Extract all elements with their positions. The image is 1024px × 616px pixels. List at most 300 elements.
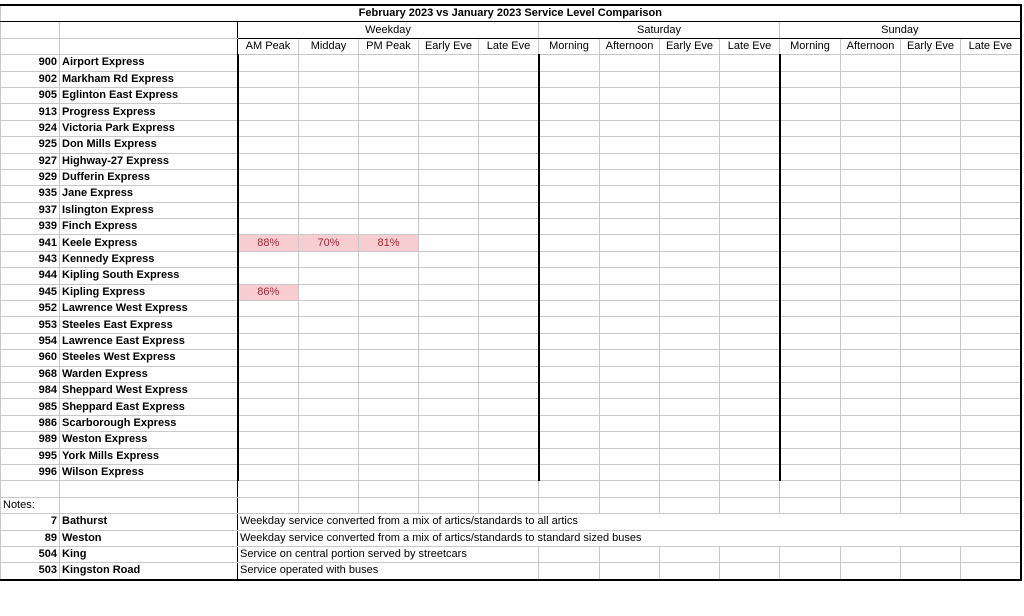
- value-cell: [238, 350, 299, 366]
- value-cell: [780, 169, 841, 185]
- note-route-name: Kingston Road: [60, 563, 238, 580]
- note-route-name: Weston: [60, 530, 238, 546]
- value-cell: [299, 153, 359, 169]
- route-name: Lawrence West Express: [60, 301, 238, 317]
- value-cell: [479, 366, 539, 382]
- value-cell: [961, 333, 1021, 349]
- value-cell: [539, 382, 600, 398]
- value-cell: [961, 382, 1021, 398]
- value-cell: [359, 186, 419, 202]
- value-cell: [720, 333, 780, 349]
- period-header-row: [1, 38, 1021, 54]
- value-cell: [600, 464, 660, 480]
- value-cell: [901, 202, 961, 218]
- value-cell: [780, 448, 841, 464]
- value-cell: [299, 202, 359, 218]
- value-cell: [841, 366, 901, 382]
- value-cell: [419, 448, 479, 464]
- value-cell: [780, 153, 841, 169]
- value-cell: [961, 186, 1021, 202]
- value-cell: [600, 104, 660, 120]
- value-cell: [479, 120, 539, 136]
- route-name: Eglinton East Express: [60, 87, 238, 103]
- route-name: Kipling South Express: [60, 268, 238, 284]
- route-number: 913: [1, 104, 60, 120]
- value-cell: [359, 55, 419, 71]
- route-number: 985: [1, 399, 60, 415]
- value-cell: [841, 432, 901, 448]
- note-row: [1, 514, 1021, 530]
- value-cell: [901, 55, 961, 71]
- value-cell: [419, 382, 479, 398]
- note-text: Weekday service converted from a mix of artics/standards to all artics: [238, 514, 1021, 530]
- value-cell: [238, 137, 299, 153]
- value-cell: [299, 366, 359, 382]
- value-cell: [720, 55, 780, 71]
- value-cell: [600, 448, 660, 464]
- value-cell: [299, 432, 359, 448]
- value-cell: [780, 366, 841, 382]
- value-cell: [841, 268, 901, 284]
- value-cell: [238, 301, 299, 317]
- value-cell: [359, 317, 419, 333]
- value-cell: [780, 120, 841, 136]
- title-row: [1, 5, 1021, 22]
- note-row: [1, 530, 1021, 546]
- value-cell: [359, 301, 419, 317]
- value-cell: [841, 350, 901, 366]
- value-cell: [539, 448, 600, 464]
- value-cell: [901, 104, 961, 120]
- value-cell: [359, 120, 419, 136]
- value-cell: [901, 120, 961, 136]
- value-cell: [479, 317, 539, 333]
- value-cell: [479, 268, 539, 284]
- value-cell: [419, 268, 479, 284]
- value-cell: [600, 219, 660, 235]
- value-cell: [660, 87, 720, 103]
- route-number: 900: [1, 55, 60, 71]
- value-cell: [419, 153, 479, 169]
- value-cell: [841, 120, 901, 136]
- value-cell: [841, 333, 901, 349]
- value-cell: [780, 432, 841, 448]
- value-cell: [238, 464, 299, 480]
- value-cell: [299, 55, 359, 71]
- value-cell: [539, 350, 600, 366]
- value-cell: [539, 366, 600, 382]
- value-cell: [660, 415, 720, 431]
- value-cell: [299, 268, 359, 284]
- period-header: Late Eve: [479, 38, 539, 54]
- value-cell: [720, 104, 780, 120]
- period-header: PM Peak: [359, 38, 419, 54]
- value-cell: [961, 120, 1021, 136]
- period-header: Early Eve: [660, 38, 720, 54]
- value-cell: [961, 251, 1021, 267]
- value-cell: [539, 235, 600, 251]
- value-cell: [419, 71, 479, 87]
- route-number: 925: [1, 137, 60, 153]
- value-cell: [419, 301, 479, 317]
- value-cell: [479, 235, 539, 251]
- value-cell: [359, 432, 419, 448]
- value-cell: [359, 366, 419, 382]
- value-cell: [720, 153, 780, 169]
- value-cell: [419, 284, 479, 300]
- value-cell: [901, 366, 961, 382]
- value-cell: [539, 104, 600, 120]
- value-cell: [780, 235, 841, 251]
- value-cell: [359, 251, 419, 267]
- route-number: 943: [1, 251, 60, 267]
- value-cell: [359, 71, 419, 87]
- value-cell: [299, 333, 359, 349]
- value-cell: [901, 415, 961, 431]
- value-cell: [238, 169, 299, 185]
- value-cell: [419, 137, 479, 153]
- table-row: [1, 284, 1021, 300]
- value-cell: [238, 432, 299, 448]
- table-row: [1, 366, 1021, 382]
- value-cell: [479, 350, 539, 366]
- table-row: [1, 333, 1021, 349]
- value-cell: [539, 317, 600, 333]
- value-cell: [961, 464, 1021, 480]
- value-cell: [539, 268, 600, 284]
- value-cell: [238, 186, 299, 202]
- value-cell: [901, 137, 961, 153]
- value-cell: [901, 169, 961, 185]
- value-cell: [841, 87, 901, 103]
- note-text: Weekday service converted from a mix of artics/standards to standard sized buses: [238, 530, 1021, 546]
- value-cell: [720, 432, 780, 448]
- route-name: York Mills Express: [60, 448, 238, 464]
- table-row: [1, 251, 1021, 267]
- value-cell: [539, 333, 600, 349]
- value-cell: [660, 317, 720, 333]
- table-row: [1, 448, 1021, 464]
- value-cell: [299, 186, 359, 202]
- value-cell: [841, 301, 901, 317]
- value-cell: [720, 202, 780, 218]
- notes-header-row: [1, 497, 1021, 513]
- table-row: [1, 186, 1021, 202]
- value-cell: [419, 235, 479, 251]
- value-cell: [901, 235, 961, 251]
- value-cell: [359, 382, 419, 398]
- value-cell: [238, 87, 299, 103]
- value-cell: [961, 432, 1021, 448]
- value-cell: [841, 399, 901, 415]
- value-cell: [961, 169, 1021, 185]
- value-cell: [600, 317, 660, 333]
- value-cell: [539, 169, 600, 185]
- value-cell: [238, 448, 299, 464]
- value-cell: [901, 382, 961, 398]
- value-cell: [479, 382, 539, 398]
- value-cell: [359, 399, 419, 415]
- period-header: AM Peak: [238, 38, 299, 54]
- value-cell: [780, 268, 841, 284]
- route-number: 953: [1, 317, 60, 333]
- note-row: [1, 563, 1021, 580]
- value-cell: [479, 169, 539, 185]
- value-cell: [419, 87, 479, 103]
- table-row: [1, 120, 1021, 136]
- value-cell: [359, 153, 419, 169]
- route-number: 924: [1, 120, 60, 136]
- route-number: 929: [1, 169, 60, 185]
- value-cell: [841, 382, 901, 398]
- value-cell: [720, 71, 780, 87]
- value-cell: [780, 186, 841, 202]
- value-cell: [299, 169, 359, 185]
- route-number: 944: [1, 268, 60, 284]
- route-name: Islington Express: [60, 202, 238, 218]
- period-header: Early Eve: [901, 38, 961, 54]
- value-cell: [479, 415, 539, 431]
- period-header: Early Eve: [419, 38, 479, 54]
- value-cell: [841, 448, 901, 464]
- value-cell: [600, 87, 660, 103]
- value-cell: [660, 120, 720, 136]
- value-cell: [961, 284, 1021, 300]
- value-cell: [419, 464, 479, 480]
- value-cell: [539, 186, 600, 202]
- note-route-number: 89: [1, 530, 60, 546]
- value-cell: [780, 137, 841, 153]
- value-cell: [780, 202, 841, 218]
- value-cell: [539, 219, 600, 235]
- value-cell: [961, 153, 1021, 169]
- value-cell: [841, 284, 901, 300]
- table-row: [1, 432, 1021, 448]
- value-cell: [299, 284, 359, 300]
- value-cell: [660, 235, 720, 251]
- value-cell: [660, 219, 720, 235]
- group-saturday: Saturday: [539, 22, 780, 38]
- route-name: Highway-27 Express: [60, 153, 238, 169]
- table-row: [1, 137, 1021, 153]
- value-cell: [720, 268, 780, 284]
- value-cell: [961, 219, 1021, 235]
- value-cell: [299, 415, 359, 431]
- value-cell: [419, 317, 479, 333]
- value-cell: [238, 153, 299, 169]
- value-cell: [539, 432, 600, 448]
- table-row: [1, 415, 1021, 431]
- value-cell: [600, 382, 660, 398]
- value-cell: [359, 333, 419, 349]
- value-cell: [359, 350, 419, 366]
- value-cell: [419, 333, 479, 349]
- value-cell: [479, 202, 539, 218]
- value-cell: [539, 153, 600, 169]
- value-cell: [600, 333, 660, 349]
- value-cell: [780, 301, 841, 317]
- value-cell: [660, 55, 720, 71]
- value-cell: [238, 104, 299, 120]
- value-cell: [600, 251, 660, 267]
- value-cell: [479, 432, 539, 448]
- value-cell: [901, 268, 961, 284]
- table-row: [1, 71, 1021, 87]
- value-cell: [539, 284, 600, 300]
- value-cell: [238, 399, 299, 415]
- value-cell: [841, 104, 901, 120]
- note-route-name: King: [60, 546, 238, 562]
- value-cell: [600, 55, 660, 71]
- value-cell: [600, 415, 660, 431]
- value-cell: [720, 350, 780, 366]
- value-cell: [841, 251, 901, 267]
- value-cell: [238, 366, 299, 382]
- value-cell: [780, 284, 841, 300]
- value-cell: [299, 251, 359, 267]
- value-cell: [479, 464, 539, 480]
- value-cell: [961, 137, 1021, 153]
- value-cell: [359, 137, 419, 153]
- value-cell: [660, 137, 720, 153]
- route-name: Steeles East Express: [60, 317, 238, 333]
- notes-label: Notes:: [1, 497, 60, 513]
- note-row: [1, 546, 1021, 562]
- value-cell: [961, 55, 1021, 71]
- period-header: Late Eve: [961, 38, 1021, 54]
- route-name: Markham Rd Express: [60, 71, 238, 87]
- group-header-row: [1, 22, 1021, 38]
- route-name: Kennedy Express: [60, 251, 238, 267]
- value-cell: [961, 415, 1021, 431]
- value-cell: [901, 251, 961, 267]
- value-cell: [600, 202, 660, 218]
- route-name: Wilson Express: [60, 464, 238, 480]
- route-number: 989: [1, 432, 60, 448]
- value-cell: [961, 104, 1021, 120]
- value-cell: [780, 104, 841, 120]
- value-cell: [841, 169, 901, 185]
- value-cell: [479, 448, 539, 464]
- value-cell: [720, 169, 780, 185]
- value-cell: [419, 399, 479, 415]
- value-cell: [841, 317, 901, 333]
- value-cell: [780, 382, 841, 398]
- value-cell: [238, 317, 299, 333]
- value-cell: [299, 317, 359, 333]
- value-cell: [780, 317, 841, 333]
- table-row: [1, 153, 1021, 169]
- value-cell: [780, 350, 841, 366]
- value-cell: [238, 202, 299, 218]
- value-cell: [419, 350, 479, 366]
- value-cell: [720, 251, 780, 267]
- route-name: Steeles West Express: [60, 350, 238, 366]
- value-cell: [479, 251, 539, 267]
- route-name: Lawrence East Express: [60, 333, 238, 349]
- period-header: Morning: [539, 38, 600, 54]
- value-cell: [419, 432, 479, 448]
- value-cell: [419, 120, 479, 136]
- value-cell: [600, 186, 660, 202]
- route-name: Warden Express: [60, 366, 238, 382]
- value-cell: [238, 55, 299, 71]
- value-cell: [660, 153, 720, 169]
- value-cell: [841, 219, 901, 235]
- value-cell: [419, 202, 479, 218]
- table-title: February 2023 vs January 2023 Service Level Comparison: [1, 5, 1021, 22]
- value-cell: [539, 464, 600, 480]
- value-cell: [359, 219, 419, 235]
- value-cell: [720, 448, 780, 464]
- value-cell: [660, 350, 720, 366]
- value-cell: [359, 464, 419, 480]
- value-cell: [299, 120, 359, 136]
- value-cell: [901, 71, 961, 87]
- value-cell: [660, 268, 720, 284]
- value-cell: [660, 366, 720, 382]
- value-cell: [660, 284, 720, 300]
- period-header: Afternoon: [600, 38, 660, 54]
- value-cell: [479, 104, 539, 120]
- table-row: [1, 301, 1021, 317]
- value-cell: [660, 104, 720, 120]
- value-cell: [238, 415, 299, 431]
- value-cell: [539, 55, 600, 71]
- value-cell: [961, 235, 1021, 251]
- value-cell: [299, 399, 359, 415]
- value-cell: [359, 202, 419, 218]
- route-name: Weston Express: [60, 432, 238, 448]
- value-cell: [660, 251, 720, 267]
- value-cell: [539, 120, 600, 136]
- value-cell: [419, 169, 479, 185]
- value-cell: [479, 284, 539, 300]
- highlighted-value: 70%: [299, 235, 359, 251]
- value-cell: [901, 464, 961, 480]
- route-name: Sheppard West Express: [60, 382, 238, 398]
- value-cell: [600, 301, 660, 317]
- route-name: Progress Express: [60, 104, 238, 120]
- value-cell: [299, 350, 359, 366]
- value-cell: [961, 350, 1021, 366]
- route-number: 954: [1, 333, 60, 349]
- value-cell: [600, 169, 660, 185]
- value-cell: [479, 399, 539, 415]
- value-cell: [720, 301, 780, 317]
- value-cell: [419, 186, 479, 202]
- route-number: 995: [1, 448, 60, 464]
- value-cell: [660, 169, 720, 185]
- value-cell: [720, 366, 780, 382]
- value-cell: [780, 55, 841, 71]
- value-cell: [901, 317, 961, 333]
- value-cell: [539, 399, 600, 415]
- value-cell: [961, 87, 1021, 103]
- value-cell: [419, 251, 479, 267]
- route-number: 941: [1, 235, 60, 251]
- note-route-number: 7: [1, 514, 60, 530]
- value-cell: [660, 382, 720, 398]
- value-cell: [479, 55, 539, 71]
- route-number: 996: [1, 464, 60, 480]
- value-cell: [419, 366, 479, 382]
- value-cell: [660, 202, 720, 218]
- value-cell: [660, 301, 720, 317]
- value-cell: [901, 301, 961, 317]
- value-cell: [841, 202, 901, 218]
- value-cell: [901, 432, 961, 448]
